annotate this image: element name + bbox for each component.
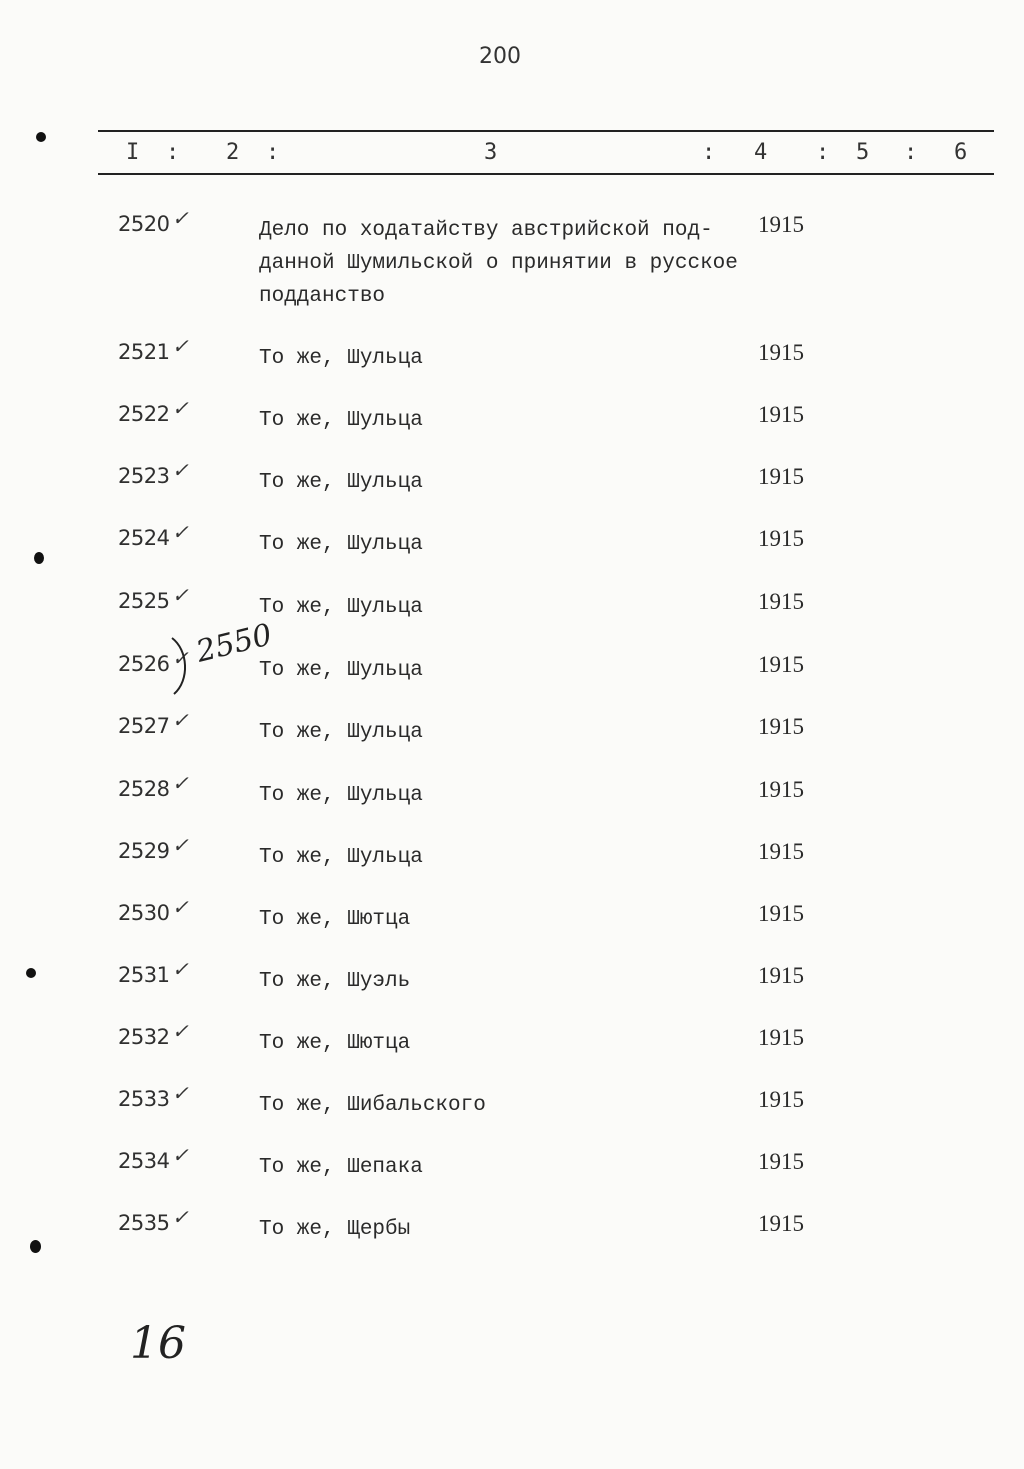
record-number: 2535 (118, 1211, 170, 1235)
record-year: 1915 (758, 1025, 804, 1050)
record-description: То же, Шульца (259, 347, 423, 370)
record-description: То же, Шульца (259, 409, 423, 432)
column-header-4: 4 (754, 140, 768, 165)
record-number: 2532 (118, 1025, 170, 1049)
page-number: 200 (479, 44, 521, 69)
table-row (0, 771, 1024, 817)
check-mark-icon: ✓ (172, 1081, 189, 1105)
handwritten-sheet-count: 16 (130, 1318, 186, 1369)
record-description: То же, Шульца (259, 721, 423, 744)
check-mark-icon: ✓ (172, 1019, 189, 1043)
bracket-icon (168, 636, 194, 696)
column-separator: : (266, 140, 280, 165)
table-row (0, 1143, 1024, 1189)
record-description: То же, Шульца (259, 471, 423, 494)
table-row (0, 583, 1024, 629)
scan-punch-hole (34, 552, 44, 564)
record-description: То же, Шульца (259, 596, 423, 619)
check-mark-icon: ✓ (172, 1205, 189, 1229)
column-header-5: 5 (856, 140, 870, 165)
check-mark-icon: ✓ (172, 520, 189, 544)
check-mark-icon: ✓ (172, 771, 189, 795)
record-number: 2534 (118, 1149, 170, 1173)
check-mark-icon: ✓ (172, 957, 189, 981)
record-description: То же, Шульца (259, 784, 423, 807)
record-description: То же, Шибальского (259, 1094, 486, 1117)
record-year: 1915 (758, 402, 804, 427)
record-number: 2525 (118, 589, 170, 613)
check-mark-icon: ✓ (172, 458, 189, 482)
table-row (0, 396, 1024, 442)
record-year: 1915 (758, 1087, 804, 1112)
table-row (0, 206, 1024, 308)
record-year: 1915 (758, 340, 804, 365)
record-year: 1915 (758, 464, 804, 489)
record-description: То же, Шютца (259, 908, 411, 931)
record-number: 2527 (118, 714, 170, 738)
table-row (0, 895, 1024, 941)
record-number: 2533 (118, 1087, 170, 1111)
check-mark-icon: ✓ (172, 833, 189, 857)
record-description: То же, Щербы (259, 1218, 411, 1241)
record-year: 1915 (758, 1211, 804, 1236)
check-mark-icon: ✓ (172, 206, 189, 230)
column-separator: : (702, 140, 716, 165)
record-year: 1915 (758, 589, 804, 614)
check-mark-icon: ✓ (172, 396, 189, 420)
record-description: То же, Шепака (259, 1156, 423, 1179)
check-mark-icon: ✓ (172, 1143, 189, 1167)
record-year: 1915 (758, 839, 804, 864)
column-separator: : (816, 140, 830, 165)
table-row (0, 833, 1024, 879)
table-row (0, 1081, 1024, 1127)
record-number: 2528 (118, 777, 170, 801)
table-row (0, 520, 1024, 566)
column-header-3: 3 (484, 140, 498, 165)
record-description: Дело по ходатайству австрийской под- данной Шумильской о принятии в русское подданство (259, 219, 738, 308)
check-mark-icon: ✓ (172, 334, 189, 358)
record-year: 1915 (758, 212, 804, 237)
table-top-rule (98, 130, 994, 132)
scan-punch-hole (30, 1240, 41, 1253)
record-description: То же, Шульца (259, 659, 423, 682)
scan-punch-hole (26, 968, 36, 978)
table-row (0, 957, 1024, 1003)
record-number: 2523 (118, 464, 170, 488)
column-separator: : (904, 140, 918, 165)
column-header-2: 2 (226, 140, 240, 165)
check-mark-icon: ✓ (172, 895, 189, 919)
record-number: 2531 (118, 963, 170, 987)
column-header-6: 6 (954, 140, 968, 165)
record-year: 1915 (758, 1149, 804, 1174)
record-number: 2530 (118, 901, 170, 925)
table-row (0, 334, 1024, 380)
record-description: То же, Шульца (259, 533, 423, 556)
handwritten-bracket-note: 2550 (192, 617, 276, 670)
record-year: 1915 (758, 963, 804, 988)
table-row (0, 708, 1024, 754)
record-number: 2526 (118, 652, 170, 676)
record-number: 2524 (118, 526, 170, 550)
column-header-1: I (126, 140, 140, 165)
check-mark-icon: ✓ (172, 646, 189, 670)
record-year: 1915 (758, 714, 804, 739)
record-number: 2529 (118, 839, 170, 863)
record-year: 1915 (758, 901, 804, 926)
record-number: 2522 (118, 402, 170, 426)
record-number: 2520 (118, 212, 170, 236)
check-mark-icon: ✓ (172, 583, 189, 607)
record-description: То же, Шютца (259, 1032, 411, 1055)
table-row (0, 1019, 1024, 1065)
table-row (0, 458, 1024, 504)
record-year: 1915 (758, 652, 804, 677)
table-row (0, 1205, 1024, 1251)
record-description: То же, Шульца (259, 846, 423, 869)
scan-punch-hole (36, 132, 46, 142)
record-description: То же, Шуэль (259, 970, 411, 993)
record-year: 1915 (758, 526, 804, 551)
table-row (0, 646, 1024, 692)
record-number: 2521 (118, 340, 170, 364)
record-year: 1915 (758, 777, 804, 802)
table-header-rule (98, 173, 994, 175)
check-mark-icon: ✓ (172, 708, 189, 732)
column-separator: : (166, 140, 180, 165)
